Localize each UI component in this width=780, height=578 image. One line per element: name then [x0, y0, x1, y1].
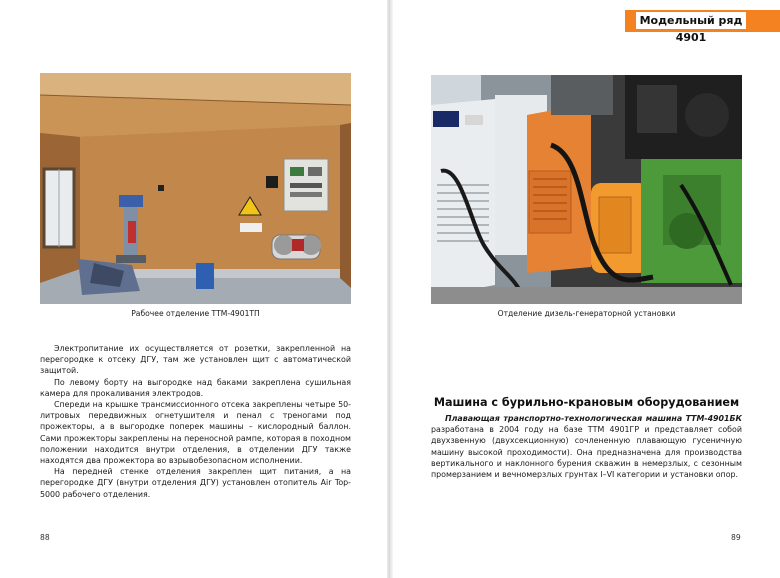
body-paragraph: На передней стенке отделения закреплен щит питания, а на перегородке ДГУ (внутри отделения ДГУ) установлен отопитель Air Top-5000 рабочего отделения.: [40, 467, 351, 499]
page-number-left: 88: [40, 533, 50, 542]
generator-photo: [431, 75, 742, 304]
workshop-photo: [40, 73, 351, 304]
intro-text: разработана в 2004 году на базе ТТМ 4901ГР и представляет собой двухзвенную (двухсекционную) сочлененную плавающую гусеничную машину высокой проходимости). Она предназначена для производства вертикального и наклонного бурения скважин в немерзлых, с сезонным промерзанием и вечномерзлых грунтах I–VI категории и установки опор.: [431, 425, 742, 480]
intro-paragraph: [431, 413, 742, 480]
right-photo-caption: Отделение дизель-генераторной установки: [497, 309, 676, 318]
series-label: Модельный ряд 4901: [636, 12, 746, 29]
body-paragraph: Электропитание их осуществляется от розетки, закрепленной на перегородке к отсеку ДГУ, там же установлен щит с автоматической защитой.: [40, 344, 351, 376]
left-body-text: [40, 343, 351, 500]
body-paragraph: Спереди на крышке трансмиссионного отсека закреплены четыре 50-литровых передвижных огнетушителя и пенал с треногами под прожекторы, а в выгородке поперек машины – кислородный баллон. Сами прожекторы закреплены на переносной рампе, которая в походном положении находится внутри отделения, в отделении ДГУ также находятся два прожектора во взрывобезопасном исполнении.: [40, 400, 351, 466]
section-heading: Машина с бурильно-крановым оборудованием: [433, 396, 740, 409]
right-body-text: [431, 413, 742, 480]
intro-lead: Плавающая транспортно-технологическая машина ТТМ-4901БК: [445, 414, 742, 423]
page-number-right: 89: [731, 533, 741, 542]
body-paragraph: По левому борту на выгородке над баками закреплена сушильная камера для прокаливания электродов.: [40, 377, 351, 398]
book-gutter: [387, 0, 393, 578]
left-photo-caption: Рабочее отделение ТТМ-4901ТП: [131, 309, 260, 318]
